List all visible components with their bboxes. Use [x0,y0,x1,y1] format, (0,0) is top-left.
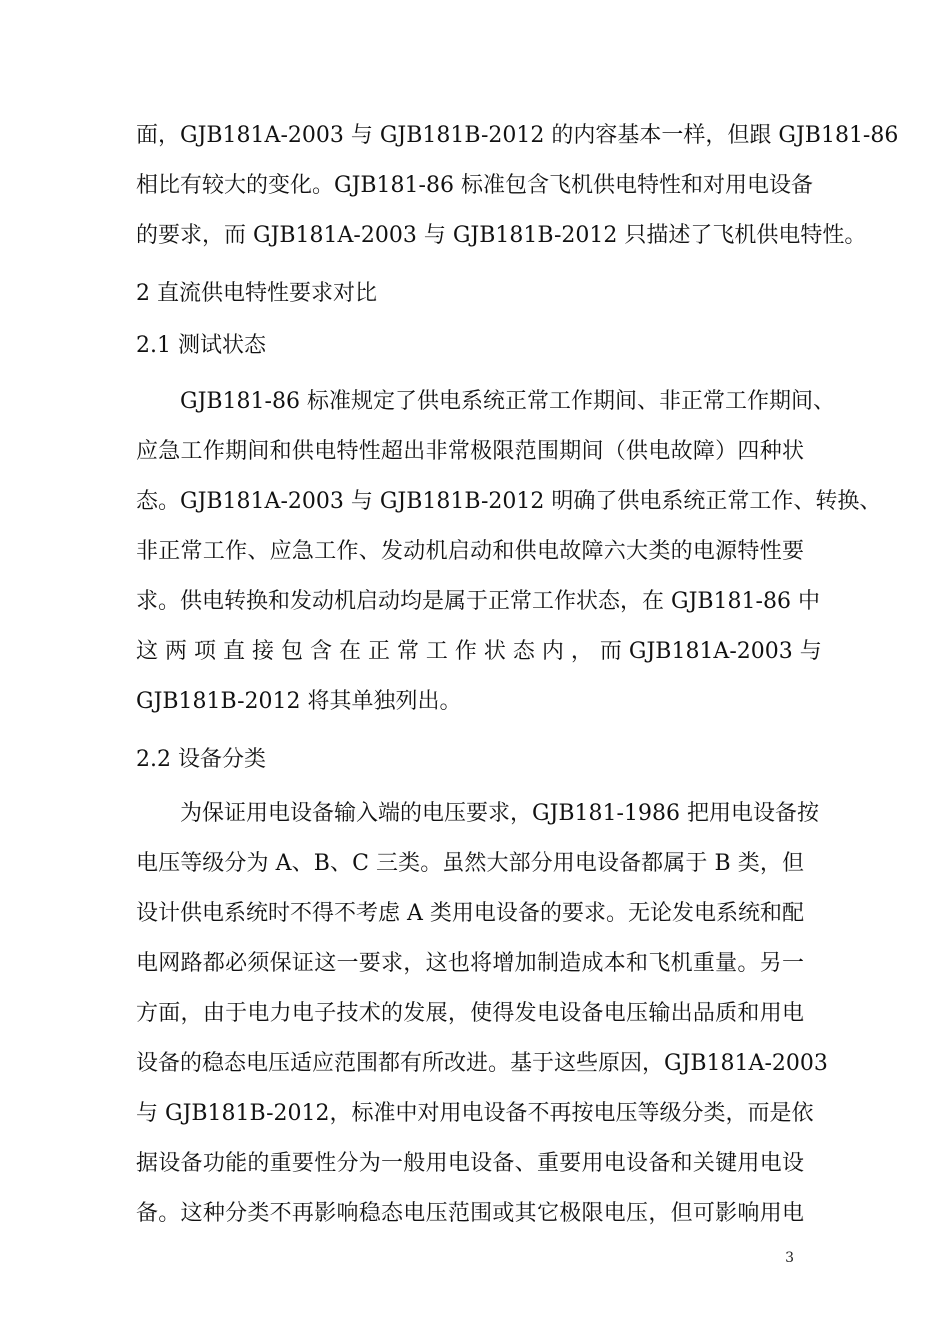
page-number: 3 [785,1250,794,1266]
section-2-1-line-5: 求。供电转换和发动机启动均是属于正常工作状态，在 GJB181-86 中 [136,589,820,614]
section-2-1-line-4: 非正常工作、应急工作、发动机启动和供电故障六大类的电源特性要 [136,539,804,564]
section-2-2-line-4: 电网路都必须保证这一要求，这也将增加制造成本和飞机重量。另一 [136,951,804,976]
section-2-2-line-6: 设备的稳态电压适应范围都有所改进。基于这些原因，GJB181A-2003 [136,1051,828,1076]
section-2-2-line-8: 据设备功能的重要性分为一般用电设备、重要用电设备和关键用电设 [136,1151,804,1176]
section-2-heading: 2 直流供电特性要求对比 [136,281,377,306]
section-2-2-heading: 2.2 设备分类 [136,747,266,772]
section-2-2-line-2: 电压等级分为 A、B、C 三类。虽然大部分用电设备都属于 B 类，但 [136,851,804,876]
section-2-2-line-5: 方面，由于电力电子技术的发展，使得发电设备电压输出品质和用电 [136,1001,804,1026]
section-2-1-line-2: 应急工作期间和供电特性超出非常极限范围期间（供电故障）四种状 [136,439,804,464]
intro-line-1: 面，GJB181A-2003 与 GJB181B-2012 的内容基本一样，但跟 GJB181-86 [136,123,899,148]
intro-line-2: 相比有较大的变化。GJB181-86 标准包含飞机供电特性和对用电设备 [136,173,813,198]
section-2-1-line-7: GJB181B-2012 将其单独列出。 [136,689,462,714]
section-2-1-heading: 2.1 测试状态 [136,333,266,358]
section-2-1-line-6: 这 两 项 直 接 包 含 在 正 常 工 作 状 态 内 ， 而 GJB181A-2003 与 [136,639,822,664]
section-2-1-line-1: GJB181-86 标准规定了供电系统正常工作期间、非正常工作期间、 [180,389,835,414]
intro-line-3: 的要求，而 GJB181A-2003 与 GJB181B-2012 只描述了飞机供电特性。 [136,223,867,248]
section-2-2-line-3: 设计供电系统时不得不考虑 A 类用电设备的要求。无论发电系统和配 [136,901,804,926]
section-2-2-line-1: 为保证用电设备输入端的电压要求，GJB181-1986 把用电设备按 [180,801,819,826]
section-2-2-line-7: 与 GJB181B-2012，标准中对用电设备不再按电压等级分类，而是依 [136,1101,814,1126]
section-2-1-line-3: 态。GJB181A-2003 与 GJB181B-2012 明确了供电系统正常工作、转换、 [136,489,882,514]
section-2-2-line-9: 备。这种分类不再影响稳态电压范围或其它极限电压，但可影响用电 [136,1201,804,1226]
